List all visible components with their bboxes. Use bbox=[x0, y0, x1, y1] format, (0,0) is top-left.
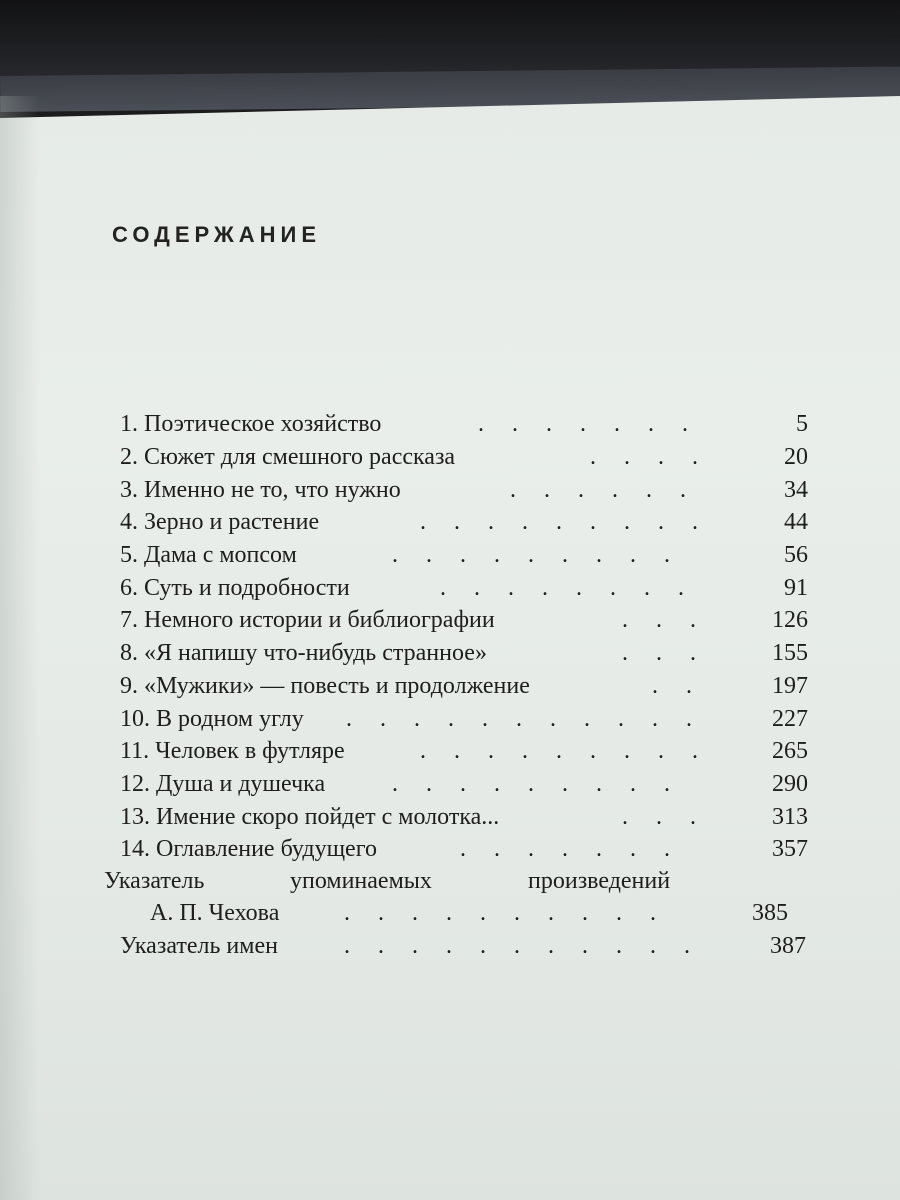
toc-entry bbox=[0, 673, 900, 705]
toc-entry bbox=[0, 804, 900, 836]
toc-entry bbox=[0, 575, 900, 607]
toc-leader-dots: . . . . . . . . . bbox=[392, 542, 681, 568]
toc-entry bbox=[0, 444, 900, 476]
toc-index-works-word: произведений bbox=[528, 868, 671, 894]
toc-page-number: 44 bbox=[784, 509, 808, 535]
toc-entry-title: 2. Сюжет для смешного рассказа bbox=[120, 444, 456, 470]
toc-entry bbox=[0, 477, 900, 509]
toc-leader-dots: . . . . . . . . . . . bbox=[346, 706, 703, 732]
toc-entry-title: 13. Имение скоро пойдет с молотка... bbox=[120, 804, 500, 830]
toc-page-number: 290 bbox=[772, 771, 808, 797]
toc-page-number: 227 bbox=[772, 706, 808, 732]
toc-entry-title: 7. Немного истории и библиографии bbox=[120, 607, 495, 633]
toc-entry-title: 5. Дама с мопсом bbox=[120, 542, 297, 568]
toc-page-number: 197 bbox=[772, 673, 808, 699]
toc-entry bbox=[0, 738, 900, 770]
toc-leader-dots: . . . . . . . . bbox=[440, 575, 695, 601]
toc-entry-title: 10. В родном углу bbox=[120, 706, 304, 732]
toc-entry bbox=[0, 706, 900, 738]
toc-entry-title: Указатель имен bbox=[120, 933, 278, 959]
toc-entry bbox=[0, 836, 900, 868]
toc-entry bbox=[0, 607, 900, 639]
toc-leader-dots: . . . . . . . . . bbox=[420, 738, 709, 764]
toc-index-works-line2 bbox=[0, 900, 900, 932]
toc-entry bbox=[0, 509, 900, 541]
toc-index-works-word: Указатель bbox=[104, 868, 205, 894]
toc-page-number: 265 bbox=[772, 738, 808, 764]
toc-leader-dots: . . . . . . . bbox=[460, 836, 681, 862]
toc-page-number: 5 bbox=[796, 411, 808, 437]
toc-page-number: 357 bbox=[772, 836, 808, 862]
toc-entry bbox=[0, 640, 900, 672]
toc-leader-dots: . . . . . . . bbox=[478, 411, 699, 437]
toc-leader-dots: . . . bbox=[622, 804, 707, 830]
toc-entry-title: 9. «Мужики» — повесть и продолжение bbox=[120, 673, 530, 699]
toc-entry-title: 1. Поэтическое хозяйство bbox=[120, 411, 382, 437]
toc-page-number: 56 bbox=[784, 542, 808, 568]
toc-entry-title: 14. Оглавление будущего bbox=[120, 836, 377, 862]
toc-page-number: 387 bbox=[770, 933, 806, 959]
toc-leader-dots: . . . . bbox=[590, 444, 709, 470]
toc-page-number: 385 bbox=[752, 900, 788, 926]
toc-page-number: 34 bbox=[784, 477, 808, 503]
toc-page-number: 91 bbox=[784, 575, 808, 601]
toc-entry-title: 4. Зерно и растение bbox=[120, 509, 320, 535]
toc-index-works-word: упоминаемых bbox=[290, 868, 432, 894]
toc-leader-dots: . . . . . . . . . bbox=[392, 771, 681, 797]
toc-index-names bbox=[0, 933, 900, 965]
toc-page-number: 155 bbox=[772, 640, 808, 666]
toc-entry-title: 11. Человек в футляре bbox=[120, 738, 345, 764]
toc-leader-dots: . . . . . . bbox=[510, 477, 697, 503]
toc-page-number: 313 bbox=[772, 804, 808, 830]
toc-leader-dots: . . . . . . . . . bbox=[420, 509, 709, 535]
page-title: СОДЕРЖАНИЕ bbox=[112, 222, 322, 247]
toc-leader-dots: . . . . . . . . . . bbox=[344, 900, 667, 926]
toc-entry-title: А. П. Чехова bbox=[150, 900, 280, 926]
toc-entry bbox=[0, 542, 900, 574]
toc-page-number: 20 bbox=[784, 444, 808, 470]
toc-entry-title: 6. Суть и подробности bbox=[120, 575, 350, 601]
toc-leader-dots: . . . bbox=[622, 640, 707, 666]
toc-entry-title: 3. Именно не то, что нужно bbox=[120, 477, 401, 503]
toc-entry-title: 8. «Я напишу что-нибудь странное» bbox=[120, 640, 487, 666]
toc-page-number: 126 bbox=[772, 607, 808, 633]
toc-entry-title: 12. Душа и душечка bbox=[120, 771, 326, 797]
toc-entry bbox=[0, 771, 900, 803]
toc-leader-dots: . . . bbox=[622, 607, 707, 633]
toc-leader-dots: . . . . . . . . . . . bbox=[344, 933, 701, 959]
toc-index-works-line1 bbox=[0, 868, 900, 900]
toc-leader-dots: . . bbox=[652, 673, 703, 699]
toc-entry bbox=[0, 411, 900, 443]
